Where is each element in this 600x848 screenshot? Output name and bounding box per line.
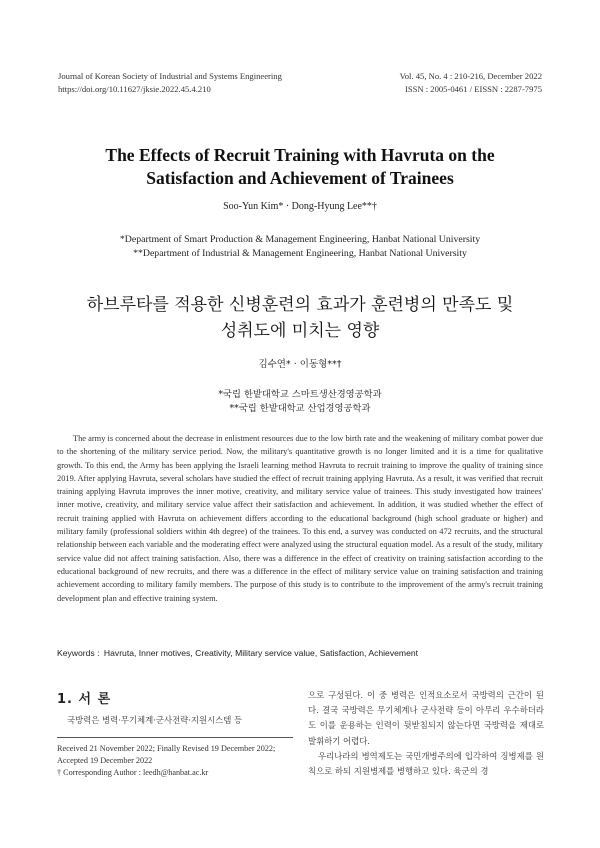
keywords [57, 648, 543, 658]
affiliation-ko-1: *국립 한밭대학교 스마트생산경영공학과 [218, 389, 382, 400]
english-affiliations [0, 233, 600, 260]
intro-paragraph-1: 으로 구성된다. 이 중 병력은 인적요소로서 국방력의 근간이 된다. 결국 국방력은 무기체계나 군사전략 등이 아무리 우수하더라도 이를 운용하는 인력이 뒷받침되지 않는다면 국방력을 제대로 발휘하기 어렵다. [308, 690, 544, 746]
volume-info: Vol. 45, No. 4 : 210-216, December 2022 [399, 71, 542, 81]
english-title-line-2: Satisfaction and Achievement of Trainees [146, 168, 454, 188]
footnote [57, 743, 297, 779]
section-heading-introduction: 1. 서 론 [57, 692, 112, 707]
corresponding-author: † Corresponding Author : leedh@hanbat.ac.kr [57, 768, 209, 777]
intro-left-text: 국방력은 병력·무기체계·군사전략·지원시스템 등 [67, 715, 243, 725]
english-title-line-1: The Effects of Recruit Training with Havruta on the [105, 145, 495, 165]
doi-link[interactable]: https://doi.org/10.11627/jksie.2022.45.4.210 [58, 84, 211, 94]
korean-affiliations [0, 388, 600, 416]
received-date: Received 21 November 2022; Finally Revised 19 December 2022; [57, 744, 276, 753]
affiliation-ko-2: **국립 한밭대학교 산업경영공학과 [229, 403, 371, 414]
affiliation-en-2: **Department of Industrial & Management Engineering, Hanbat National University [133, 247, 467, 259]
english-title [0, 144, 600, 190]
korean-title [0, 292, 600, 344]
keywords-text: Havruta, Inner motives, Creativity, Military service value, Satisfaction, Achievement [103, 648, 419, 658]
keywords-label: Keywords : [57, 648, 100, 658]
footnote-divider [57, 737, 293, 738]
abstract: The army is concerned about the decrease in enlistment resources due to the low birth rate and the weakening of military combat power due to the shortening of the military service period. Now, the military's quantitative growth is no longer limited and it is a time for qualitative growth. To this end, the Army has been applying the Israeli learning method Havruta to recruit training to improve the quality of training since 2019. After applying Havruta, several scholars have studied the effect of recruit training applying Havruta. As a result, it was verified that recruit training applying Havruta improves the inner motive, creativity, and military service value of trainees. This study investigated how trainees' inner motive, creativity, and military service value affect their satisfaction and achievement. In addition, it was studied whether the effect of recruit training applied with Havruta on achievement differs according to the educational background (high school graduate or higher) and military family (professional soldiers within 4th degree) of the trainees. To this end, a survey was conducted on 472 recruits, and the structural relationship between each variable and the moderating effect were analyzed using the structural equation model. As a result of the study, military service value did not affect training satisfaction. Also, there was a difference in the effect of creativity on training satisfaction according to the educational background of new recruits, and there was a difference in the effect of military service value on training satisfaction and training achievement according to military family members. The purpose of this study is to contribute to the improvement of the army's recruit training development plan and effective training system. [57, 434, 543, 603]
intro-paragraph-2: 우리나라의 병역제도는 국민개병주의에 입각하여 징병제를 원칙으로 하되 지원병제를 병행하고 있다. 육군의 경 [308, 750, 544, 777]
korean-title-line-1: 하브루타를 적용한 신병훈련의 효과가 훈련병의 만족도 및 [86, 295, 514, 315]
issn-info: ISSN : 2005-0461 / EISSN : 2287-7975 [404, 84, 542, 94]
korean-title-line-2: 성취도에 미치는 영향 [220, 321, 380, 341]
journal-header-left [58, 70, 282, 96]
english-authors: Soo-Yun Kim* · Dong-Hyung Lee**† [223, 201, 377, 212]
affiliation-en-1: *Department of Smart Production & Management Engineering, Hanbat National University [119, 234, 481, 245]
korean-authors: 김수연* · 이동형**† [258, 359, 342, 370]
journal-header-right [400, 70, 542, 96]
accepted-date: Accepted 19 December 2022 [57, 756, 153, 765]
intro-right-column [308, 688, 544, 779]
journal-name: Journal of Korean Society of Industrial and Systems Engineering [58, 71, 282, 81]
